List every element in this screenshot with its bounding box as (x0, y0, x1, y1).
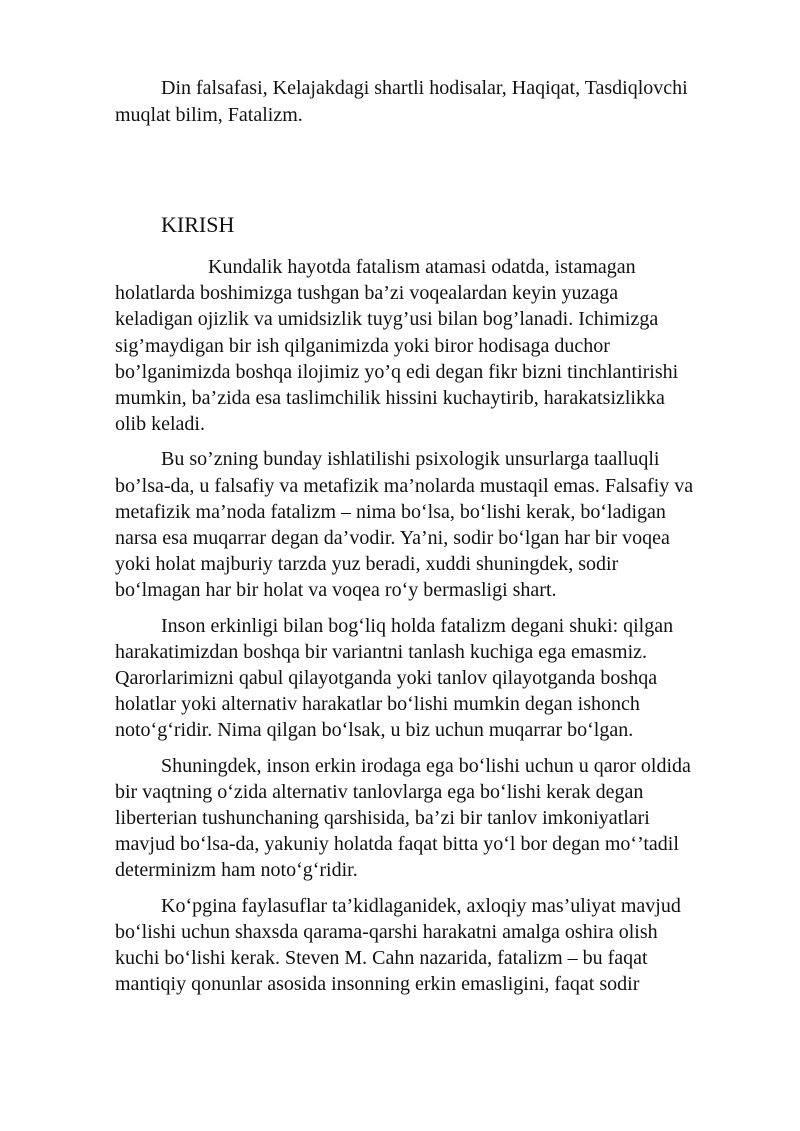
section-heading: KIRISH (161, 212, 235, 237)
text-line: determinizm ham noto‘g‘ridir. (115, 859, 358, 882)
text-line: mantiqiy qonunlar asosida insonning erkin emasligini, faqat sodir (115, 973, 640, 996)
text-line: harakatimizdan boshqa bir variantni tanlash kuchiga ega emasmiz. (115, 640, 648, 663)
text-line: Ko‘pgina faylasuflar ta’kidlaganidek, axloqiy mas’uliyat mavjud (161, 894, 681, 917)
paragraph (115, 893, 745, 998)
text-line: bir vaqtning o‘zida alternativ tanlovlarga ega bo‘lishi kerak degan (115, 780, 644, 803)
text-line: noto‘g‘ridir. Nima qilgan bo‘lsak, u biz uchun muqarrar bo‘lgan. (115, 719, 634, 742)
keywords-paragraph: Din falsafasi, Kelajakdagi shartli hodisalar, Haqiqat, Tasdiqlovchi muqlat bilim, Fatalizm. (115, 77, 688, 126)
paragraph (115, 446, 745, 603)
text-line: bo’lganimizda boshqa ilojimiz yo’q edi degan fikr bizni tinchlantirishi (115, 360, 679, 383)
text-line: Shuningdek, inson erkin irodaga ega bo‘lishi uchun u qaror oldida (161, 754, 691, 777)
text-line: holatlarda boshimizga tushgan ba’zi voqealardan keyin yuzaga (115, 282, 619, 305)
text-line: bo‘lmagan har bir holat va voqea ro‘y bermasligi shart. (115, 579, 557, 602)
text-line: olib keladi. (115, 413, 205, 436)
body-text (115, 254, 745, 1006)
text-line: bo’lsa-da, u falsafiy va metafizik ma’nolarda mustaqil emas. Falsafiy va (115, 474, 694, 497)
text-line: holatlar yoki alternativ harakatlar bo‘lishi mumkin degan ishonch (115, 693, 640, 716)
text-line: mavjud bo‘lsa-da, yakuniy holatda faqat bitta yo‘l bor degan mo‘’tadil (115, 833, 679, 856)
text-line: yoki holat majburiy tarzda yuz beradi, xuddi shuningdek, sodir (115, 553, 619, 576)
text-line: mumkin, ba’zida esa taslimchilik hissini kuchaytirib, harakatsizlikka (115, 387, 665, 410)
paragraph (115, 613, 745, 744)
text-line: Bu so’zning bunday ishlatilishi psixologik unsurlarga taalluqli (161, 448, 660, 471)
text-line: liberterian tushunchaning qarshisida, ba’zi bir tanlov imkoniyatlari (115, 807, 650, 830)
paragraph (115, 753, 745, 884)
text-line: Inson erkinligi bilan bog‘liq holda fatalizm degani shuki: qilgan (161, 614, 674, 637)
text-line: Qarorlarimizni qabul qilayotganda yoki tanlov qilayotganda boshqa (115, 667, 658, 690)
paragraph (115, 254, 745, 437)
text-line: narsa esa muqarrar degan da’vodir. Ya’ni, sodir bo‘lgan har bir voqea (115, 527, 670, 550)
text-line: keladigan ojizlik va umidsizlik tuyg’usi bilan bog’lanadi. Ichimizga (115, 308, 659, 331)
text-line: sig’maydigan bir ish qilganimizda yoki biror hodisaga duchor (115, 334, 610, 357)
text-line: kuchi bo‘lishi kerak. Steven M. Cahn nazarida, fatalizm – bu faqat (115, 947, 648, 970)
text-line: Kundalik hayotda fatalism atamasi odatda, istamagan (208, 256, 636, 278)
text-line: bo‘lishi uchun shaxsda qarama-qarshi harakatni amalga oshira olish (115, 920, 658, 943)
text-line: metafizik ma’noda fatalizm – nima bo‘lsa, bo‘lishi kerak, bo‘ladigan (115, 500, 666, 523)
